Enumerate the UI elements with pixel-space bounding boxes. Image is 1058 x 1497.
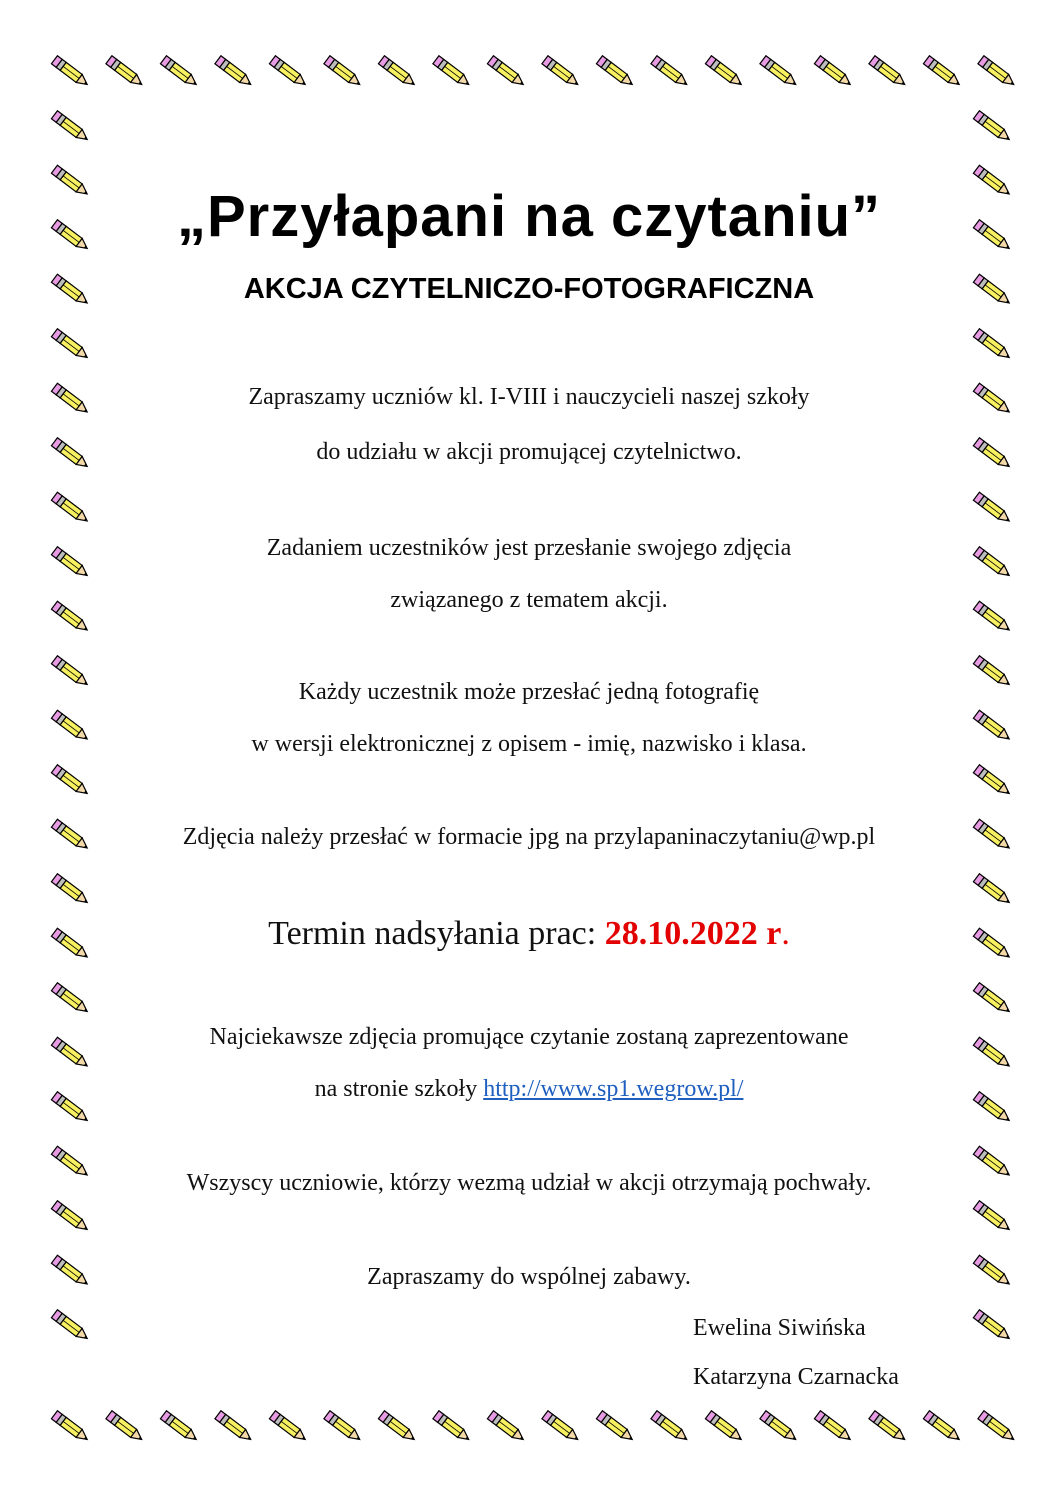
pencil-icon <box>51 1310 90 1343</box>
pencil-icon <box>487 56 526 89</box>
pencil-icon <box>51 1411 90 1444</box>
pencil-icon <box>51 765 90 798</box>
pencil-icon <box>51 111 90 144</box>
closing-line: Zapraszamy do wspólnej zabawy. <box>367 1264 691 1290</box>
best-line-2 <box>0 1076 1058 1103</box>
pencil-icon <box>651 1411 690 1444</box>
pencil-icon <box>760 56 799 89</box>
pencil-icon <box>106 1411 145 1444</box>
pencil-icon <box>51 329 90 362</box>
pencil-icon <box>160 1411 199 1444</box>
pencil-icon <box>705 56 744 89</box>
deadline-label: Termin nadsyłania prac: <box>268 915 605 952</box>
page-title: „Przyłapani na czytaniu” <box>176 184 882 249</box>
invite-line-2: do udziału w akcji promującej czytelnictwo. <box>316 439 742 465</box>
deadline <box>0 915 1058 953</box>
deadline-date: 28.10.2022 r <box>604 915 782 952</box>
pencil-icon <box>973 983 1012 1016</box>
pencil-icon <box>923 56 962 89</box>
pencil-icon <box>596 1411 635 1444</box>
pencil-icon <box>542 1411 581 1444</box>
pencil-icon <box>51 56 90 89</box>
pencil-icon <box>760 1411 799 1444</box>
pencil-icon <box>324 56 363 89</box>
pencil-icon <box>973 765 1012 798</box>
pencil-icon <box>973 1201 1012 1234</box>
pencil-icon <box>378 56 417 89</box>
pencil-icon <box>978 56 1017 89</box>
pencil-icon <box>215 1411 254 1444</box>
pencil-icon <box>487 1411 526 1444</box>
pencil-icon <box>106 56 145 89</box>
pencil-icon <box>51 874 90 907</box>
pencil-icon <box>324 1411 363 1444</box>
best-line-2-prefix: na stronie szkoły <box>314 1076 484 1102</box>
pencil-icon <box>973 111 1012 144</box>
pencil-icon <box>651 56 690 89</box>
pencil-icon <box>814 1411 853 1444</box>
page-subtitle: AKCJA CZYTELNICZO-FOTOGRAFICZNA <box>243 273 815 305</box>
pencil-icon <box>269 56 308 89</box>
task-line-1: Zadaniem uczestników jest przesłanie swojego zdjęcia <box>266 535 792 561</box>
pencil-icon <box>160 56 199 89</box>
pencil-icon <box>923 1411 962 1444</box>
pencil-icon <box>433 1411 472 1444</box>
pencil-icon <box>973 492 1012 525</box>
pencil-icon <box>51 1201 90 1234</box>
pencil-icon <box>596 56 635 89</box>
send-line: Zdjęcia należy przesłać w formacie jpg na przylapaninaczytaniu@wp.pl <box>182 824 876 850</box>
signature-1: Ewelina Siwińska <box>693 1315 866 1341</box>
each-line-2: w wersji elektronicznej z opisem - imię, nazwisko i klasa. <box>251 731 807 757</box>
pencil-icon <box>51 492 90 525</box>
pencil-icon <box>378 1411 417 1444</box>
pencil-icon <box>978 1411 1017 1444</box>
each-line-1: Każdy uczestnik może przesłać jedną fotografię <box>298 679 760 705</box>
best-line-1: Najciekawsze zdjęcia promujące czytanie zostaną zaprezentowane <box>209 1024 849 1050</box>
pencil-icon <box>269 1411 308 1444</box>
pencil-icon <box>433 56 472 89</box>
pencil-icon <box>973 1310 1012 1343</box>
deadline-suffix: . <box>781 915 790 952</box>
pencil-icon <box>51 983 90 1016</box>
task-line-2: związanego z tematem akcji. <box>390 587 668 613</box>
pencil-icon <box>869 56 908 89</box>
pencil-icon <box>973 329 1012 362</box>
pencil-icon <box>973 874 1012 907</box>
signature-2: Katarzyna Czarnacka <box>693 1364 899 1390</box>
praise-line: Wszyscy uczniowie, którzy wezmą udział w akcji otrzymają pochwały. <box>186 1170 872 1196</box>
school-website-link[interactable]: http://www.sp1.wegrow.pl/ <box>483 1076 744 1102</box>
pencil-icon <box>814 56 853 89</box>
invite-line-1: Zapraszamy uczniów kl. I-VIII i nauczycieli naszej szkoły <box>248 384 810 410</box>
pencil-icon <box>705 1411 744 1444</box>
pencil-icon <box>542 56 581 89</box>
pencil-icon <box>215 56 254 89</box>
pencil-icon <box>869 1411 908 1444</box>
